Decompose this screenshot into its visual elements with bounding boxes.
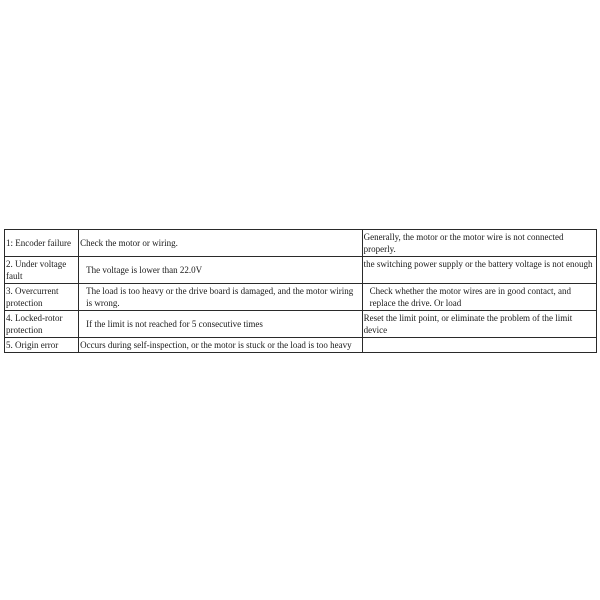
cause-cell: The load is too heavy or the drive board is damaged, and the motor wiring is wrong. xyxy=(79,284,362,311)
table-row xyxy=(5,311,597,338)
solution-cell: the switching power supply or the battery voltage is not enough xyxy=(362,257,596,284)
cause-cell: The voltage is lower than 22.0V xyxy=(79,257,362,284)
solution-cell: Generally, the motor or the motor wire is not connected properly. xyxy=(362,230,596,257)
fault-cell: 1: Encoder failure xyxy=(5,230,79,257)
fault-cell: 5. Origin error xyxy=(5,338,79,353)
table-row xyxy=(5,338,597,353)
cause-cell: If the limit is not reached for 5 consecutive times xyxy=(79,311,362,338)
fault-cell: 4. Locked-rotor protection xyxy=(5,311,79,338)
table-row xyxy=(5,284,597,311)
fault-cell: 2. Under voltage fault xyxy=(5,257,79,284)
table-row xyxy=(5,230,597,257)
solution-cell xyxy=(362,338,596,353)
solution-cell: Reset the limit point, or eliminate the problem of the limit device xyxy=(362,311,596,338)
table-row xyxy=(5,257,597,284)
solution-cell: Check whether the motor wires are in good contact, and replace the drive. Or load xyxy=(362,284,596,311)
fault-table xyxy=(4,229,597,353)
cause-cell: Occurs during self-inspection, or the motor is stuck or the load is too heavy xyxy=(79,338,362,353)
cause-cell: Check the motor or wiring. xyxy=(79,230,362,257)
fault-cell: 3. Overcurrent protection xyxy=(5,284,79,311)
